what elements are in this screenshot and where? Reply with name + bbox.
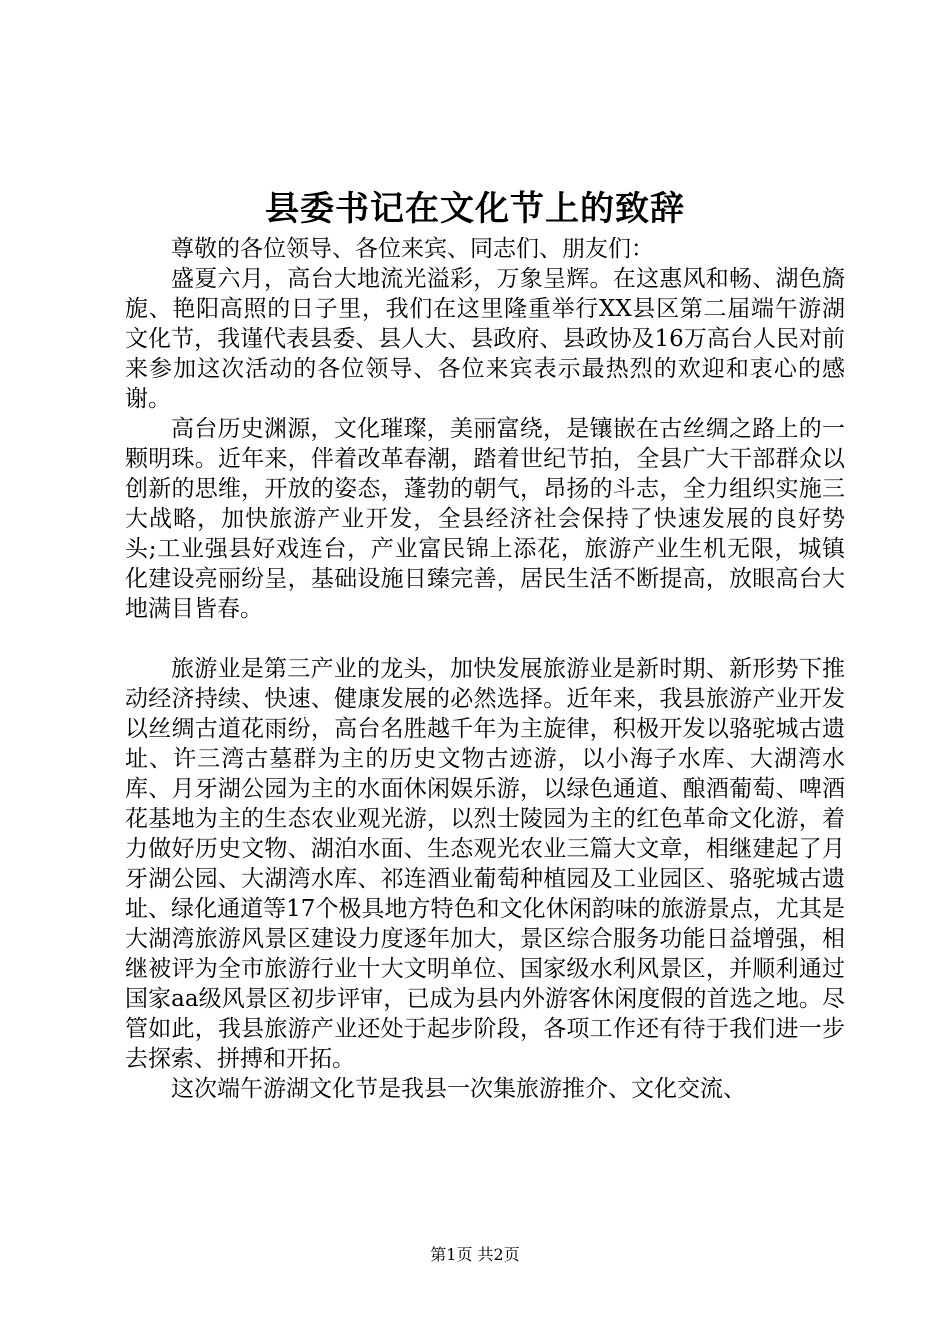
salutation-paragraph: 尊敬的各位领导、各位来宾、同志们、朋友们： — [171, 236, 654, 262]
document-title: 县委书记在文化节上的致辞 — [265, 189, 685, 229]
body-paragraph-2: 高台历史渊源，文化璀璨，美丽富绕，是镶嵌在古丝绸之路上的一颗明珠。近年来，伴着改革春潮，踏着世纪节拍，全县广大干部群众以创新的思维，开放的姿态，蓬勃的朝气，昂扬的斗志，全力组织实施三大战略，加快旅游产业开发，全县经济社会保持了快速发展的良好势头;工业强县好戏连台，产业富民锦上添花，旅游产业生机无限，城镇化建设亮丽纷呈，基础设施日臻完善，居民生活不断提高，放眼高台大地满目皆春。 — [125, 416, 845, 622]
body-paragraph-1: 盛夏六月，高台大地流光溢彩，万象呈辉。在这惠风和畅、湖色旖旎、艳阳高照的日子里，我们在这里隆重举行XX县区第二届端午游湖文化节，我谨代表县委、县人大、县政府、县政协及16万高台人民对前来参加这次活动的各位领导、各位来宾表示最热烈的欢迎和衷心的感谢。 — [125, 266, 845, 412]
document-body — [125, 234, 845, 1104]
body-paragraph-4: 这次端午游湖文化节是我县一次集旅游推介、文化交流、 — [171, 1076, 746, 1102]
page-number-footer: 第1页 共2页 — [430, 1245, 520, 1264]
body-paragraph-3: 旅游业是第三产业的龙头，加快发展旅游业是新时期、新形势下推动经济持续、快速、健康发展的必然选择。近年来，我县旅游产业开发以丝绸古道花雨纷，高台名胜越千年为主旋律，积极开发以骆驼城古遗址、许三湾古墓群为主的历史文物古迹游，以小海子水库、大湖湾水库、月牙湖公园为主的水面休闲娱乐游，以绿色通道、酿酒葡萄、啤酒花基地为主的生态农业观光游，以烈士陵园为主的红色革命文化游，着力做好历史文物、湖泊水面、生态观光农业三篇大文章，相继建起了月牙湖公园、大湖湾水库、祁连酒业葡萄种植园及工业园区、骆驼城古遗址、绿化通道等17个极具地方特色和文化休闲韵味的旅游景点，尤其是大湖湾旅游风景区建设力度逐年加大，景区综合服务功能日益增强，相继被评为全市旅游行业十大文明单位、国家级水利风景区，并顺利通过国家aa级风景区初步评审，已成为县内外游客休闲度假的首选之地。尽管如此，我县旅游产业还处于起步阶段，各项工作还有待于我们进一步去探索、拼搏和开拓。 — [125, 656, 845, 1072]
